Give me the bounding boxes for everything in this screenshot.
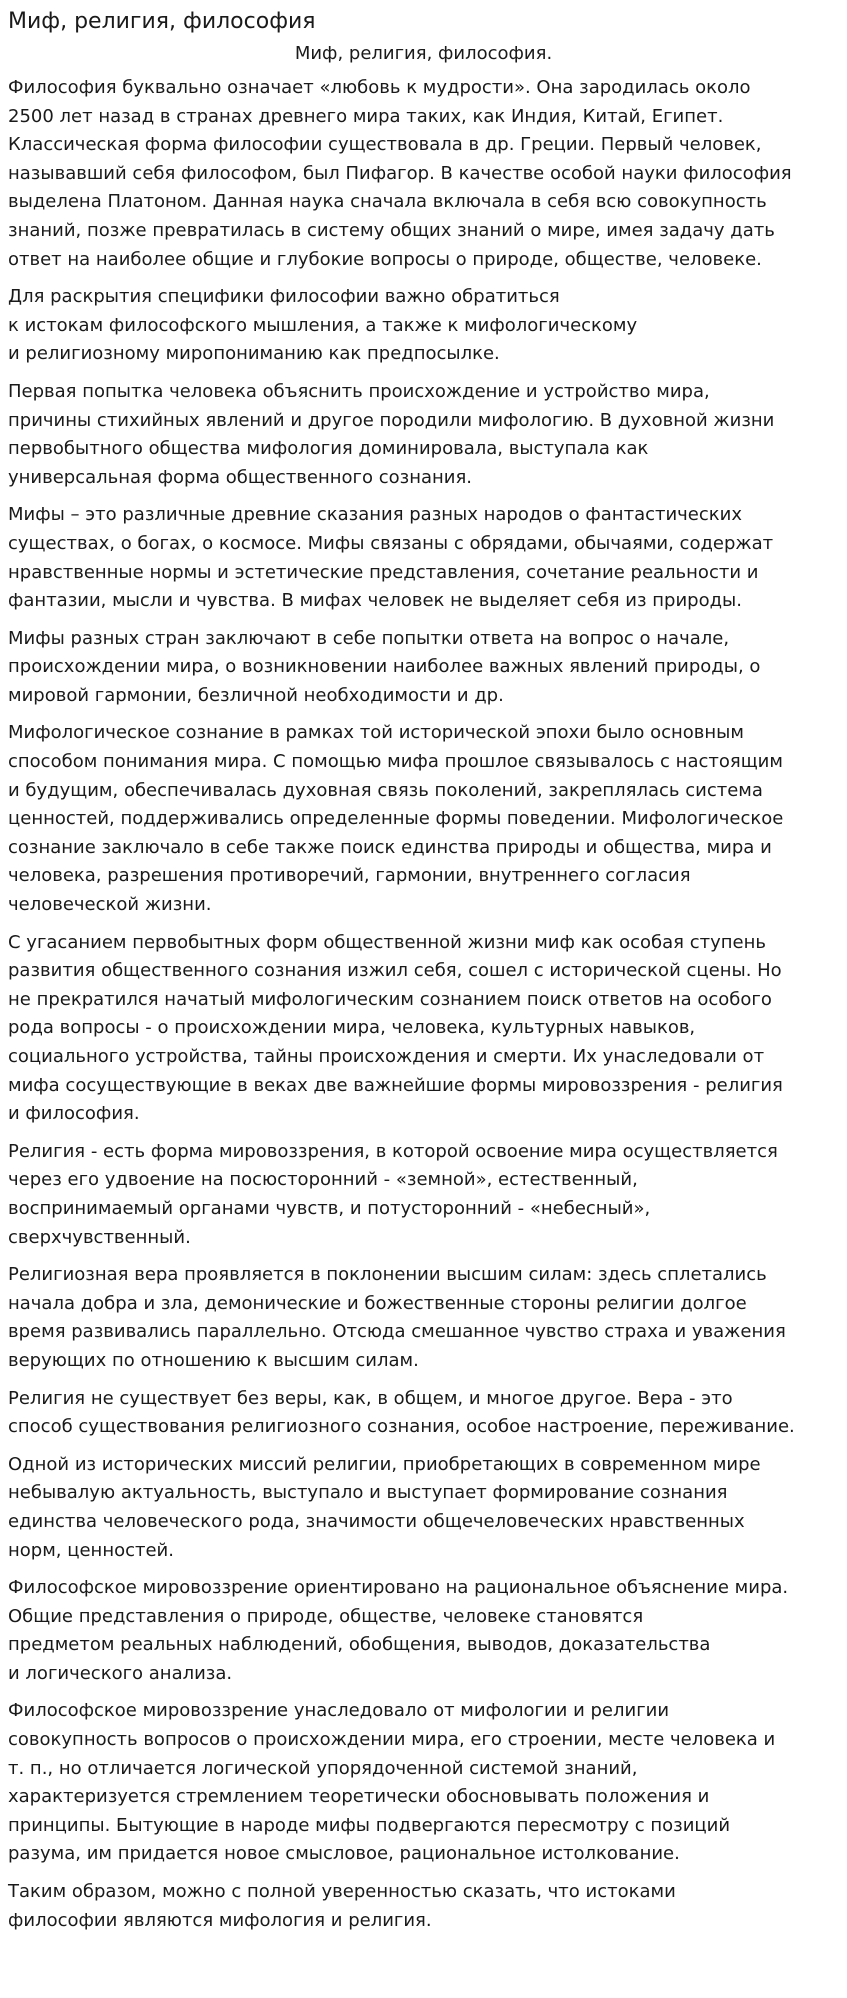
paragraph-3: Первая попытка человека объяснить происхождение и устройство мира, причины стихийных явлений и другое породили мифологию. В духовной жизни первобытного общества мифология доминировала, выступала как универсальная форма общественного сознания. xyxy=(8,380,775,488)
paragraph-6: Мифологическое сознание в рамках той исторической эпохи было основным способом понимания мира. С помощью мифа прошлое связывалось с настоящим и будущим, обеспечивалась духовная связь поколений, закреплялась система ценностей, поддерживались определенные формы поведении. Мифологическое сознание заключало в себе также поиск единства природы и общества, мира и человека, разрешения противоречий, гармонии, внутреннего согласия человеческой жизни. xyxy=(8,722,784,916)
paragraph-11: Одной из исторических миссий религии, приобретающих в современном мире небывалую актуальность, выступало и выступает формирование сознания единства человеческого рода, значимости общечеловеческих нравственных норм, ценностей. xyxy=(8,1453,761,1561)
paragraph-5: Мифы разных стран заключают в себе попытки ответа на вопрос о начале, происхождении мира, о возникновении наиболее важных явлений природы, о мировой гармонии, безличной необходимости и др. xyxy=(8,627,761,706)
paragraph-10: Религия не существует без веры, как, в общем, и многое другое. Вера - это способ существования религиозного сознания, особое настроение, переживание. xyxy=(8,1387,795,1438)
paragraph-13: Философское мировоззрение унаследовало от мифологии и религии совокупность вопросов о происхождении мира, его строении, месте человека и т. п., но отличается логической упорядоченной системой знаний, характеризуется стремлением теоретически обосновывать положения и принципы. Бытующие в народе мифы подвергаются пересмотру с позиций разума, им придается новое смысловое, рациональное истолкование. xyxy=(8,1700,776,1865)
paragraph-2: Для раскрытия специфики философии важно обратиться к истокам философского мышления, а также к мифологическому и религиозному миропониманию как предпосылке. xyxy=(8,286,638,365)
paragraph-1: Философия буквально означает «любовь к мудрости». Она зародилась около 2500 лет назад в странах древнего мира таких, как Индия, Китай, Египет. Классическая форма философии существовала в др. Греции. Первый человек, называвший себя философом, был Пифагор. В качестве особой науки философия выделена Платоном. Данная наука сначала включала в себя всю совокупность знаний, позже превратилась в систему общих знаний о мире, имея задачу дать ответ на наиболее общие и глубокие вопросы о природе, обществе, человеке. xyxy=(8,77,792,270)
paragraph-8: Религия - есть форма мировоззрения, в которой освоение мира осуществляется через его удвоение на посюсторонний - «земной», естественный, воспринимаемый органами чувств, и потусторонний - «небесный», сверхчувственный. xyxy=(8,1140,778,1248)
paragraph-4: Мифы – это различные древние сказания разных народов о фантастических существах, о богах, о космосе. Мифы связаны с обрядами, обычаями, содержат нравственные нормы и эстетические представления, сочетание реальности и фантазии, мысли и чувства. В мифах человек не выделяет себя из природы. xyxy=(8,504,774,612)
paragraph-14: Таким образом, можно с полной уверенностью сказать, что истоками философии являются мифология и религия. xyxy=(8,1881,676,1931)
article-subtitle: Миф, религия, философия. xyxy=(294,43,553,64)
page-title: Миф, религия, философия xyxy=(8,9,316,34)
paragraph-9: Религиозная вера проявляется в поклонении высшим силам: здесь сплетались начала добра и зла, демонические и божественные стороны религии долгое время развивались параллельно. Отсюда смешанное чувство страха и уважения верующих по отношению к высшим силам. xyxy=(8,1264,786,1371)
paragraph-7: С угасанием первобытных форм общественной жизни миф как особая ступень развития общественного сознания изжил себя, сошел с исторической сцены. Но не прекратился начатый мифологическим сознанием поиск ответов на особого рода вопросы - о происхождении мира, человека, культурных навыков, социального устройства, тайны происхождения и смерти. Их унаследовали от мифа сосуществующие в веках две важнейшие формы мировоззрения - религия и философия. xyxy=(8,931,783,1125)
paragraph-12: Философское мировоззрение ориентировано на рациональное объяснение мира. Общие представления о природе, обществе, человеке становятся предметом реальных наблюдений, обобщения, выводов, доказательства и логического анализа. xyxy=(8,1577,789,1684)
